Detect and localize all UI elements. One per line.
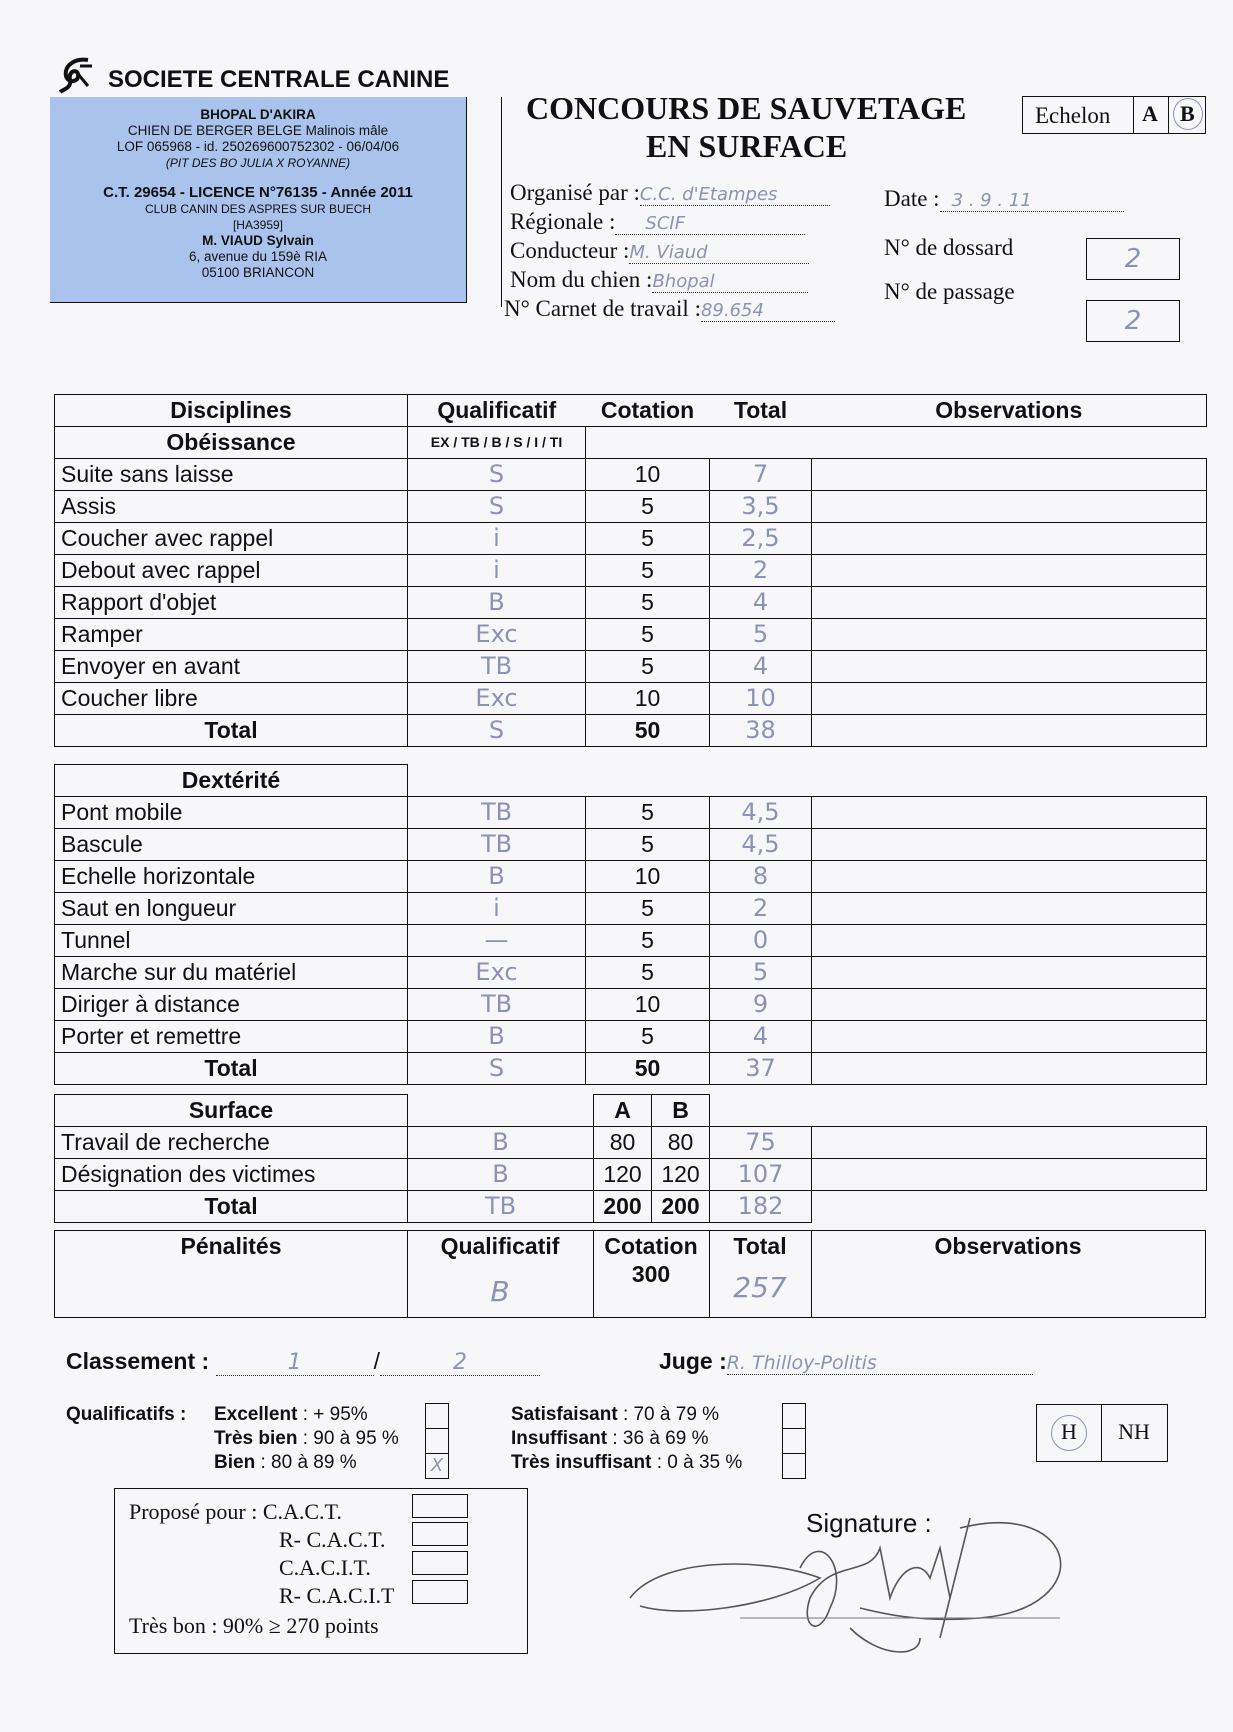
legend-excellent-name: Excellent [214,1404,298,1425]
classement-label: Classement : [66,1348,210,1374]
legend-satisfaisant-name: Satisfaisant [511,1404,618,1425]
legend-insuffisant [511,1428,708,1450]
legend-satisfaisant [511,1404,719,1426]
table-row [55,523,1207,555]
cotation-a-value: 120 [594,1159,652,1191]
legend-tresbien [214,1428,399,1450]
table-row [55,829,1207,861]
penalites-cot-label: Cotation [604,1233,698,1259]
echelon-b-circle-mark [1173,98,1203,130]
discipline-name: Suite sans laisse [55,459,408,491]
total-value[interactable]: 2 [710,893,812,925]
head-cotation: Cotation [586,395,710,427]
surface-table [54,1094,1207,1223]
legend-excellent-range: : + 95% [302,1404,368,1425]
qualificatif-value[interactable]: TB [408,797,586,829]
total-value[interactable]: 3,5 [710,491,812,523]
legend-excellent [214,1404,368,1426]
qualificatif-scale: EX / TB / B / S / I / TI [408,427,586,459]
discipline-name: Marche sur du matériel [55,957,408,989]
cotation-value: 5 [586,1021,710,1053]
organise-field [510,180,830,206]
table-row [55,1021,1207,1053]
surface-title-blank [408,1095,594,1127]
total-label: Total [55,715,408,747]
total-value[interactable]: 2,5 [710,523,812,555]
qualificatif-value[interactable]: B [408,1159,594,1191]
penalites-box [54,1230,1206,1318]
sticker-address: 6, avenue du 159è RIA [188,249,328,264]
total-qualificatif[interactable]: S [408,715,586,747]
qualificatif-value[interactable]: B [408,1021,586,1053]
total-value[interactable]: 75 [710,1127,812,1159]
table-row [55,651,1207,683]
total-cotation-a: 200 [594,1191,652,1223]
qualificatif-value[interactable]: B [408,587,586,619]
total-value[interactable]: 10 [710,683,812,715]
observation-cell[interactable] [812,1127,1207,1159]
discipline-name: Porter et remettre [55,1021,408,1053]
cotation-b-value: 120 [652,1159,710,1191]
legend-tresbien-name: Très bien [214,1428,298,1449]
discipline-name: Assis [55,491,408,523]
observation-cell[interactable] [812,1053,1207,1085]
cotation-value: 5 [586,797,710,829]
qualificatifs-label: Qualificatifs : [66,1404,187,1425]
total-value[interactable]: 4,5 [710,829,812,861]
legend-insuffisant-name: Insuffisant [511,1428,608,1449]
obeissance-title: Obéissance [55,427,408,459]
total-value[interactable]: 4 [710,1021,812,1053]
signature-scribble[interactable] [620,1488,1090,1668]
penalites-tot-value[interactable]: 257 [733,1271,787,1304]
dexterite-table [54,764,1207,1085]
discipline-name: Coucher avec rappel [55,523,408,555]
total-row [55,1053,1207,1085]
penalites-tot-label: Total [733,1233,787,1259]
legend-bien-name: Bien [214,1452,256,1473]
qualificatif-value[interactable]: S [408,491,586,523]
sticker-breed: CHIEN DE BERGER BELGE Malinois mâle [127,123,389,138]
cotation-value: 5 [586,491,710,523]
obeissance-table [54,394,1207,747]
head-observations: Observations [812,395,1207,427]
legend-insuffisant-range: : 36 à 69 % [612,1428,709,1449]
total-label: Total [55,1053,408,1085]
table-row [55,619,1207,651]
table-row [55,491,1207,523]
surface-title: Surface [55,1095,408,1127]
dossard-label: N° de dossard [884,235,1014,260]
cacit-checkbox[interactable] [412,1551,468,1575]
qualificatif-value[interactable]: TB [408,989,586,1021]
total-value[interactable]: 7 [710,459,812,491]
observation-cell[interactable] [812,861,1207,893]
date-label: Date : [884,186,940,211]
sticker-parents: (PIT DES BO JULIA X ROYANNE) [165,156,351,170]
legend-tresinsuffisant-range: : 0 à 35 % [656,1452,743,1473]
echelon-box [1022,96,1206,134]
cotation-value: 5 [586,893,710,925]
discipline-name: Bascule [55,829,408,861]
bien-checkbox[interactable]: X [425,1453,449,1479]
table-row [55,989,1207,1021]
discipline-name: Saut en longueur [55,893,408,925]
organise-value[interactable]: C.C. d'Etampes [640,184,830,206]
penalites-cot-value: 300 [631,1261,671,1287]
legend-tresinsuffisant-name: Très insuffisant [511,1452,652,1473]
classement-of[interactable]: 2 [380,1350,540,1376]
observation-cell[interactable] [812,619,1207,651]
penalites-qual-value[interactable]: B [490,1275,510,1308]
cotation-value: 5 [586,925,710,957]
regionale-value[interactable]: SCIF [615,213,805,235]
total-row [55,1191,1207,1223]
chien-field [510,267,808,293]
classement-field [66,1348,540,1376]
rcact-checkbox[interactable] [412,1522,468,1546]
sticker-city: 05100 BRIANCON [201,265,315,280]
dexterite-title: Dextérité [55,765,408,797]
qualificatif-value[interactable]: i [408,893,586,925]
discipline-name: Debout avec rappel [55,555,408,587]
total-total[interactable]: 182 [710,1191,812,1223]
propose-cacit-label: C.A.C.I.T. [279,1555,371,1580]
qualificatif-value[interactable]: B [408,861,586,893]
cotation-value: 10 [586,459,710,491]
cotation-value: 5 [586,619,710,651]
sticker-club: CLUB CANIN DES ASPRES SUR BUECH [144,202,372,216]
nh-option[interactable]: NH [1118,1419,1150,1444]
echelon-a[interactable]: A [1142,101,1158,126]
total-row [55,715,1207,747]
total-qualificatif[interactable]: TB [408,1191,594,1223]
sticker-frame-line [501,97,502,307]
total-value[interactable]: 9 [710,989,812,1021]
head-disciplines: Disciplines [55,395,408,427]
discipline-name: Echelle horizontale [55,861,408,893]
tresbien-checkbox[interactable] [425,1428,449,1454]
licence-sticker [50,97,467,303]
legend-tresbien-range: : 90 à 95 % [302,1428,399,1449]
total-value[interactable]: 107 [710,1159,812,1191]
insuffisant-checkbox[interactable] [782,1428,806,1454]
propose-rcact-label: R- C.A.C.T. [279,1527,386,1552]
dossard-value[interactable]: 2 [1086,238,1180,280]
excellent-checkbox[interactable] [425,1403,449,1429]
total-cotation: 50 [586,1053,710,1085]
date-value[interactable]: 3 . 9 . 11 [940,190,1124,212]
classement-separator: / [373,1348,380,1374]
discipline-name: Envoyer en avant [55,651,408,683]
h-circle-mark [1051,1415,1087,1451]
chien-value[interactable]: Bhopal [652,271,808,293]
qualificatif-value[interactable]: Exc [408,957,586,989]
observation-cell[interactable] [812,925,1207,957]
tresinsuffisant-checkbox[interactable] [782,1453,806,1479]
surface-total-blank [812,1191,1207,1223]
cotation-value: 5 [586,523,710,555]
sticker-lof: LOF 065968 - id. 250269600752302 - 06/04/06 [116,139,400,154]
table-row [55,797,1207,829]
observation-cell[interactable] [812,555,1207,587]
total-value[interactable]: 2 [710,555,812,587]
cotation-value: 5 [586,957,710,989]
discipline-name: Tunnel [55,925,408,957]
conducteur-label: Conducteur : [510,238,630,263]
sticker-licence: C.T. 29654 - LICENCE N°76135 - Année 2011 [103,184,413,201]
qualificatif-value[interactable]: — [408,925,586,957]
regionale-field [510,209,805,235]
conducteur-field [510,238,809,264]
rcacit-checkbox[interactable] [412,1580,468,1604]
qualificatif-value[interactable]: TB [408,829,586,861]
cotation-value: 10 [586,861,710,893]
signature-label: Signature : [806,1508,932,1538]
table-row [55,459,1207,491]
table-row [55,925,1207,957]
legend-bien [214,1452,357,1474]
sticker-owner: M. VIAUD Sylvain [202,233,314,248]
total-value[interactable]: 0 [710,925,812,957]
total-qualificatif[interactable]: S [408,1053,586,1085]
passage-value[interactable]: 2 [1086,300,1180,342]
table-row [55,861,1207,893]
head-qualificatif: Qualificatif [408,395,586,427]
total-cotation-b: 200 [652,1191,710,1223]
penalites-title: Pénalités [180,1233,282,1259]
observation-cell[interactable] [812,893,1207,925]
discipline-name: Pont mobile [55,797,408,829]
sticker-code: [HA3959] [232,218,284,232]
total-value[interactable]: 4 [710,587,812,619]
observation-cell[interactable] [812,587,1207,619]
chien-label: Nom du chien : [510,267,653,292]
propose-cact-label: Proposé pour : C.A.C.T. [129,1499,342,1524]
qualificatif-value[interactable]: S [408,459,586,491]
propose-rcacit-label: R- C.A.C.I.T [279,1583,395,1608]
scc-logo-icon [58,56,96,94]
discipline-name: Diriger à distance [55,989,408,1021]
discipline-name: Coucher libre [55,683,408,715]
propose-tresbon-label: Très bon : 90% ≥ 270 points [129,1613,379,1638]
carnet-label: N° Carnet de travail : [504,296,701,321]
table-row [55,1159,1207,1191]
passage-label: N° de passage [884,279,1015,304]
obeissance-title-blank [586,427,1207,459]
observation-cell[interactable] [812,1021,1207,1053]
cotation-value: 5 [586,555,710,587]
total-total[interactable]: 37 [710,1053,812,1085]
carnet-field [504,296,835,322]
qualificatif-value[interactable]: TB [408,651,586,683]
observation-cell[interactable] [812,683,1207,715]
surface-col-a: A [594,1095,652,1127]
total-label: Total [55,1191,408,1223]
legend-tresinsuffisant [511,1452,742,1474]
table-row [55,555,1207,587]
satisfaisant-checkbox[interactable] [782,1403,806,1429]
observation-cell[interactable] [812,715,1207,747]
cotation-b-value: 80 [652,1127,710,1159]
discipline-name: Rapport d'objet [55,587,408,619]
echelon-label: Echelon [1035,103,1111,128]
discipline-name: Ramper [55,619,408,651]
cact-checkbox[interactable] [412,1494,468,1518]
observation-cell[interactable] [812,989,1207,1021]
cotation-value: 5 [586,587,710,619]
juge-label: Juge : [659,1348,727,1374]
qualificatif-value[interactable]: i [408,555,586,587]
total-total[interactable]: 38 [710,715,812,747]
observation-cell[interactable] [812,829,1207,861]
discipline-name: Désignation des victimes [55,1159,408,1191]
legend-satisfaisant-range: : 70 à 79 % [622,1404,720,1425]
organise-label: Organisé par : [510,180,640,205]
observation-cell[interactable] [812,1159,1207,1191]
date-field [884,186,1124,212]
qualificatif-value[interactable]: B [408,1127,594,1159]
cotation-value: 5 [586,829,710,861]
table-row [55,683,1207,715]
observation-cell[interactable] [812,797,1207,829]
sticker-dog-name: BHOPAL D'AKIRA [200,107,316,122]
penalites-obs-label: Observations [934,1233,1082,1259]
cotation-value: 10 [586,683,710,715]
penalites-qual-label: Qualificatif [440,1233,560,1259]
carnet-value[interactable]: 89.654 [701,300,835,322]
form-title-line1: CONCOURS DE SAUVETAGE [526,90,967,126]
org-name: SOCIETE CENTRALE CANINE [108,66,450,93]
cotation-value: 10 [586,989,710,1021]
observation-cell[interactable] [812,651,1207,683]
observation-cell[interactable] [812,957,1207,989]
total-value[interactable]: 4 [710,651,812,683]
juge-value[interactable]: R. Thilloy-Politis [727,1352,1033,1375]
h-nh-box [1036,1404,1168,1462]
total-value[interactable]: 5 [710,957,812,989]
qualificatif-value[interactable]: Exc [408,619,586,651]
table-row [55,587,1207,619]
total-value[interactable]: 8 [710,861,812,893]
table-row [55,957,1207,989]
conducteur-value[interactable]: M. Viaud [629,242,809,264]
qualificatif-value[interactable]: Exc [408,683,586,715]
h-option[interactable]: H [1061,1419,1077,1444]
regionale-label: Régionale : [510,209,616,234]
classement-value[interactable]: 1 [216,1350,374,1376]
discipline-name: Travail de recherche [55,1127,408,1159]
total-cotation: 50 [586,715,710,747]
legend-bien-range: : 80 à 89 % [260,1452,357,1473]
juge-field [659,1348,1033,1375]
dexterite-title-blank [408,765,1207,797]
surface-col-b: B [652,1095,710,1127]
form-title-line2: EN SURFACE [646,128,848,164]
cotation-a-value: 80 [594,1127,652,1159]
observation-cell[interactable] [812,491,1207,523]
head-total: Total [710,395,812,427]
qualificatif-value[interactable]: i [408,523,586,555]
table-row [55,1127,1207,1159]
surface-head-blank [710,1095,1207,1127]
observation-cell[interactable] [812,523,1207,555]
total-value[interactable]: 4,5 [710,797,812,829]
total-value[interactable]: 5 [710,619,812,651]
echelon-b[interactable]: B [1180,101,1195,126]
cotation-value: 5 [586,651,710,683]
observation-cell[interactable] [812,459,1207,491]
table-row [55,893,1207,925]
